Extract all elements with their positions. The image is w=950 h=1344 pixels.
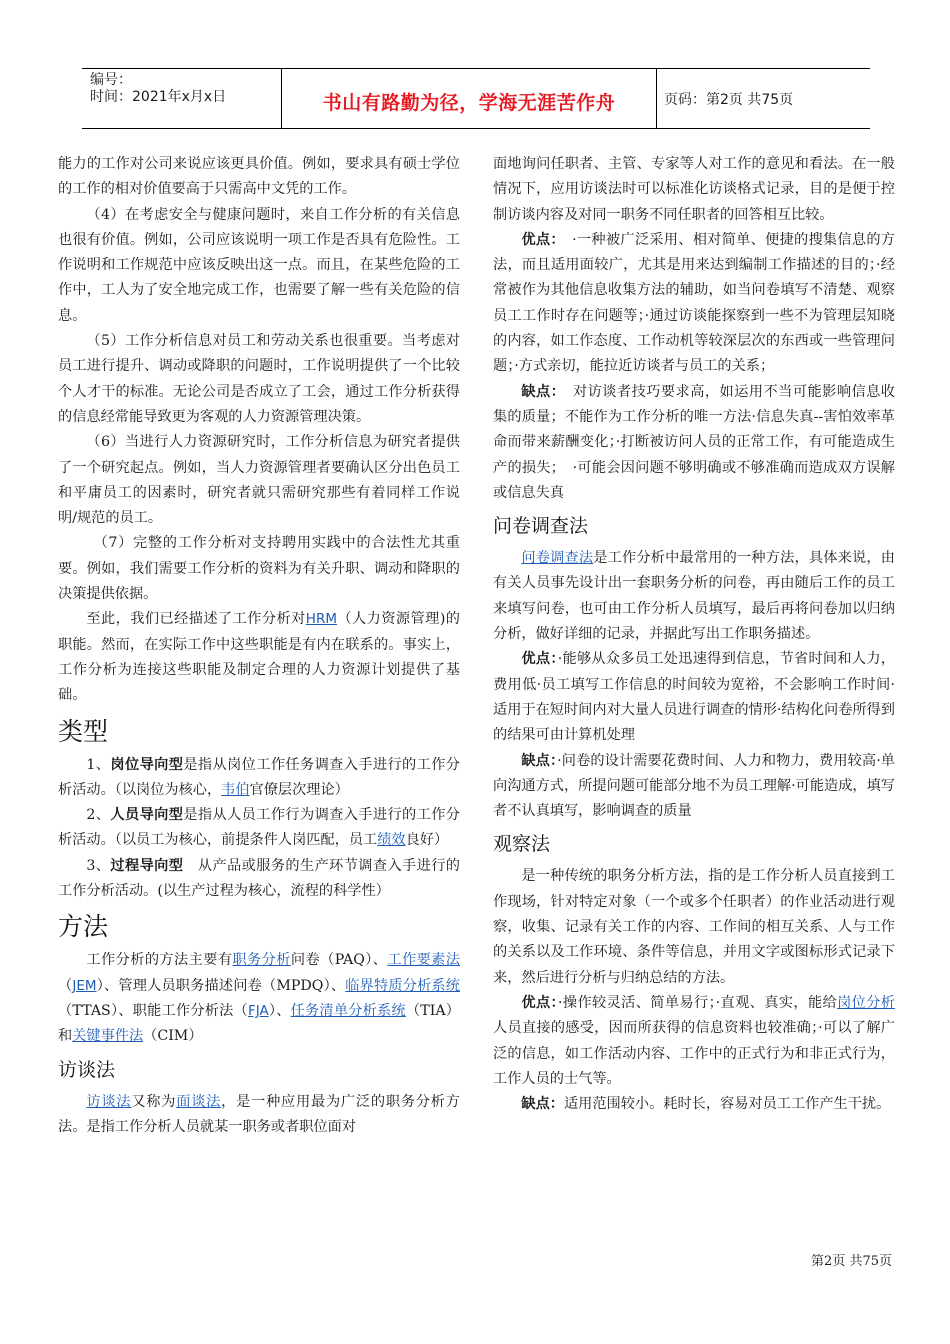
label: 优点： bbox=[521, 651, 558, 668]
paragraph: （6）当进行人力资源研究时，工作分析信息为研究者提供了一个研究起点。例如，当人力资源管理者要确认区分出色员工和平庸员工的因素时，研究者就只需研究那些有着同样工作说明/规范的员工。 bbox=[58, 434, 460, 527]
ttas-link[interactable]: 临界特质分析系统 bbox=[345, 977, 460, 994]
interview-link[interactable]: 访谈法 bbox=[86, 1093, 132, 1110]
text: 1、 bbox=[86, 756, 111, 773]
text: ）、 bbox=[268, 1002, 291, 1019]
label: 优点： bbox=[521, 231, 558, 248]
text: 良好） bbox=[405, 832, 449, 849]
text: 对访谈者技巧要求高，如运用不当可能影响信息收集的质量；不能作为工作分析的唯一方法·信息失真--害怕效率革命而带来薪酬变化；·打断被访问人员的正常工作，有可能造成生产的损失； ·可能会因问题不够明确或不够准确而造成双方误解或信息失真 bbox=[493, 383, 895, 501]
header-top-rule bbox=[82, 68, 870, 69]
text: ·能够从众多员工处迅速得到信息，节省时间和人力，费用低·员工填写工作信息的时间较为宽裕，不会影响工作时间·适用于在短时间内对大量人员进行调查的情形·结构化问卷所得到的结果可由计算机处理 bbox=[493, 651, 895, 744]
text: （人力资源管理)的职能。然而，在实际工作中这些职能是有内在联系的。事实上，工作分析为连接这些职能及制定合理的人力资源计划提供了基础。 bbox=[58, 611, 460, 704]
performance-link[interactable]: 绩效 bbox=[377, 832, 406, 849]
text: 问卷（PAQ）、 bbox=[290, 952, 388, 969]
fja-link[interactable]: FJA bbox=[247, 1002, 269, 1019]
text: 3、 bbox=[86, 857, 111, 874]
critical-incident-link[interactable]: 关键事件法 bbox=[72, 1028, 144, 1045]
text: 工作分析的方法主要有 bbox=[86, 952, 233, 969]
work-element-link[interactable]: 工作要素法 bbox=[387, 952, 460, 969]
header-divider-1 bbox=[281, 68, 282, 128]
interview-advantages bbox=[493, 228, 895, 380]
type-item-2 bbox=[58, 803, 460, 854]
questionnaire-paragraph bbox=[493, 546, 895, 647]
paragraph: （4）在考虑安全与健康问题时，来自工作分析的有关信息也很有价值。例如，公司应该说明一项工作是否具有危险性。工作说明和工作规范中应该反映出这一点。而且，在某些危险的工作中，工人为了安全地完成工作，也需要了解一些有关危险的信息。 bbox=[58, 206, 460, 324]
observation-advantages bbox=[493, 991, 895, 1092]
type-item-1 bbox=[58, 753, 460, 804]
task-list-link[interactable]: 任务清单分析系统 bbox=[290, 1002, 406, 1019]
paragraph: 是一种传统的职务分析方法，指的是工作分析人员直接到工作现场，针对特定对象（一个或多个任职者）的作业活动进行观察，收集、记录有关工作的内容、工作间的相互关系、人与工作的关系以及工作环境、条件等信息，并用文字或图标形式记录下来，然后进行分析与归纳总结的方法。 bbox=[493, 868, 895, 986]
paragraph: （5）工作分析信息对员工和劳动关系也很重要。当考虑对员工进行提升、调动或降职的问题时，工作说明提供了一个比较个人才干的标准。无论公司是否成立了工会，通过工作分析获得的信息经常能导致更为客观的人力资源管理决策。 bbox=[58, 333, 460, 425]
heading-questionnaire: 问卷调查法 bbox=[493, 515, 589, 538]
header-page-info: 页码：第2页 共75页 bbox=[664, 92, 794, 108]
heading-interview: 访谈法 bbox=[58, 1058, 116, 1081]
text: 从产品或服务的生产环节调查入手进行的工作分析活动。(以生产过程为核心，流程的科学性） bbox=[58, 857, 460, 900]
text: （TIA）和 bbox=[58, 1002, 460, 1045]
questionnaire-link[interactable]: 问卷调查法 bbox=[521, 550, 594, 567]
jem-link[interactable]: JEM bbox=[72, 977, 97, 994]
text: 2、 bbox=[86, 807, 111, 824]
text: 至此，我们已经描述了工作分析对 bbox=[86, 611, 306, 628]
right-column bbox=[493, 152, 895, 1117]
text: ）、管理人员职务描述问卷（MPDQ）、 bbox=[96, 977, 346, 994]
label: 缺点： bbox=[521, 1096, 564, 1113]
paragraph: （7）完整的工作分析对支持聘用实践中的合法性尤其重要。例如，我们需要工作分析的资料为有关升职、调动和降职的决策提供依据。 bbox=[58, 535, 460, 603]
text: 适用范围较小。耗时长，容易对员工工作产生干扰。 bbox=[563, 1096, 891, 1113]
header-motto: 书山有路勤为径，学海无涯苦作舟 bbox=[322, 92, 616, 114]
type-item-3 bbox=[58, 854, 460, 905]
text: （TTAS）、职能工作分析法（ bbox=[58, 1002, 248, 1019]
term: 过程导向型 bbox=[110, 857, 184, 874]
text: （ bbox=[58, 977, 73, 994]
text: ·操作较灵活、简单易行；·直观、真实，能给 bbox=[558, 994, 838, 1011]
text: 人员直接的感受，因而所获得的信息资料也较准确；·可以了解广泛的信息，如工作活动内容、工作中的正式行为和非正式行为，工作人员的士气等。 bbox=[493, 1020, 895, 1087]
doc-number-label: 编号： bbox=[90, 72, 132, 88]
interview-paragraph bbox=[58, 1090, 460, 1141]
job-analysis-link-2[interactable]: 岗位分析 bbox=[837, 994, 895, 1011]
text: 是指从岗位工作任务调查入手进行的工作分析活动。（以岗位为核心， bbox=[58, 756, 460, 798]
observation-disadvantages bbox=[493, 1092, 895, 1117]
weber-link[interactable]: 韦伯 bbox=[221, 781, 250, 798]
paragraph: 能力的工作对公司来说应该更具价值。例如，要求具有硕士学位的工作的相对价值要高于只需高中文凭的工作。 bbox=[58, 156, 460, 198]
page-footer: 第2页 共75页 bbox=[811, 1254, 892, 1269]
questionnaire-advantages bbox=[493, 647, 895, 748]
heading-observation: 观察法 bbox=[493, 833, 551, 856]
text: 是工作分析中最常用的一种方法，具体来说，由有关人员事先设计出一套职务分析的问卷，再由随后工作的员工来填写问卷，也可由工作分析人员填写，最后再将问卷加以归纳分析，做好详细的记录，并据此写出工作职务描述。 bbox=[493, 550, 895, 643]
questionnaire-disadvantages bbox=[493, 749, 895, 825]
hrm-link[interactable]: HRM bbox=[305, 611, 337, 628]
header-meta bbox=[90, 72, 226, 106]
text: （CIM） bbox=[143, 1028, 203, 1045]
interview-disadvantages bbox=[493, 380, 895, 506]
methods-paragraph bbox=[58, 948, 460, 1049]
term: 人员导向型 bbox=[110, 807, 184, 824]
header-bottom-rule bbox=[82, 128, 870, 129]
paragraph bbox=[58, 607, 460, 708]
term: 岗位导向型 bbox=[110, 756, 184, 773]
face-interview-link[interactable]: 面谈法 bbox=[176, 1093, 222, 1110]
heading-types: 类型 bbox=[58, 716, 109, 746]
paragraph: 面地询问任职者、主管、专家等人对工作的意见和看法。在一般情况下，应用访谈法时可以标准化访谈格式记录，目的是便于控制访谈内容及对同一职务不同任职者的回答相互比较。 bbox=[493, 156, 895, 223]
label: 缺点： bbox=[521, 383, 559, 400]
left-column bbox=[58, 152, 460, 1140]
text: ·一种被广泛采用、相对简单、便捷的搜集信息的方法，而且适用面较广，尤其是用来达到编制工作描述的目的；·经常被作为其他信息收集方法的辅助，如当问卷填写不清楚、观察员工工作时存在问题等；·通过访谈能探察到一些不为管理层知晓的内容，如工作态度、工作动机等较深层次的东西或一些管理问题；·方式亲切，能拉近访谈者与员工的关系； bbox=[493, 231, 895, 375]
heading-methods: 方法 bbox=[58, 912, 109, 942]
job-analysis-link[interactable]: 职务分析 bbox=[232, 952, 291, 969]
text: 又称为 bbox=[131, 1093, 177, 1110]
doc-time-label: 时间：2021年x月x日 bbox=[90, 89, 227, 105]
text: ·问卷的设计需要花费时间、人力和物力，费用较高·单向沟通方式，所提问题可能部分地不为员工理解·可能造成，填写者不认真填写，影响调查的质量 bbox=[493, 752, 895, 820]
text: ，是一种应用最为广泛的职务分析方法。是指工作分析人员就某一职务或者职位面对 bbox=[58, 1093, 460, 1135]
text: 是指从人员工作行为调查入手进行的工作分析活动。（以员工为核心，前提条件人岗匹配，员工 bbox=[58, 807, 460, 849]
header-divider-2 bbox=[656, 68, 657, 128]
label: 优点： bbox=[521, 994, 558, 1011]
text: 官僚层次理论） bbox=[249, 781, 349, 798]
label: 缺点： bbox=[521, 752, 558, 769]
